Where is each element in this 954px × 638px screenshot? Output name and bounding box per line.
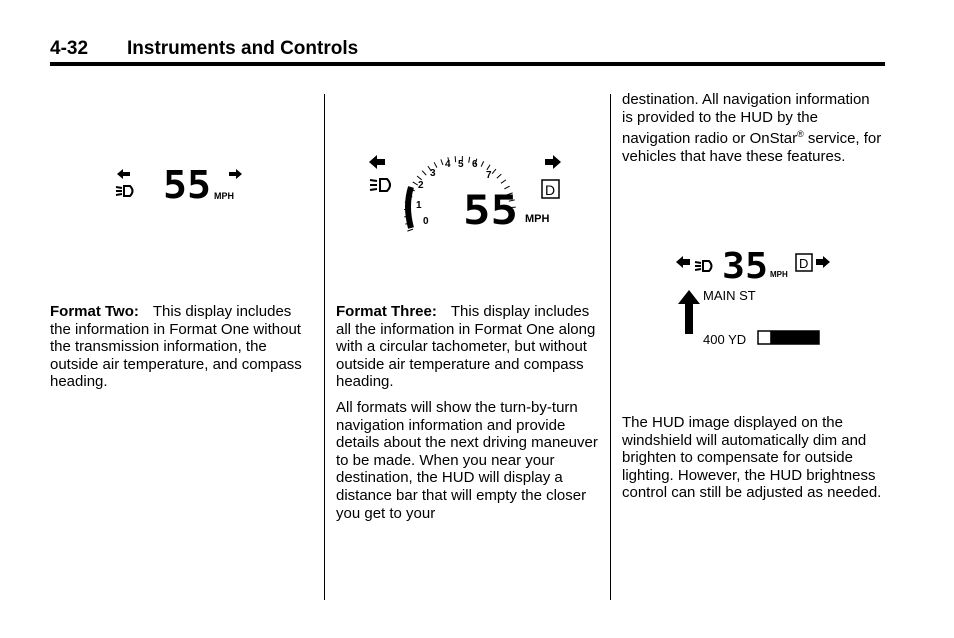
left-arrow-icon — [117, 169, 130, 179]
headlamp-icon — [695, 261, 712, 271]
format-three-body: This display includes all the information in Format One along with a circular tachometer, but without outside air temperature and compass heading. — [336, 303, 596, 391]
tach-tick — [492, 169, 496, 174]
tach-tick — [497, 174, 501, 178]
header-rule — [50, 62, 885, 66]
left-arrow-icon — [369, 155, 385, 169]
column-divider-2 — [610, 94, 611, 600]
speed-unit: MPH — [770, 270, 788, 279]
headlamp-icon — [116, 186, 133, 196]
hud-format-two-illustration — [110, 160, 260, 210]
tach-tick — [501, 180, 506, 183]
distance-value: 400 YD — [703, 332, 747, 347]
tach-label-5: 5 — [458, 159, 464, 170]
format-two-text — [50, 303, 312, 391]
speed-value: 35 — [722, 246, 768, 287]
tach-label-0: 0 — [423, 216, 429, 227]
hud-format-three-illustration — [365, 140, 565, 234]
hud-navigation-illustration — [672, 248, 832, 348]
tach-tick — [434, 162, 437, 167]
tach-tick — [422, 171, 426, 175]
tach-label-3: 3 — [430, 168, 436, 179]
tach-tick — [481, 161, 484, 166]
section-title: Instruments and Controls — [127, 38, 359, 59]
format-two-heading: Format Two: — [50, 303, 139, 320]
tach-fill-arc — [408, 187, 411, 228]
speed-unit: MPH — [525, 213, 550, 225]
speed-value: 55 — [463, 188, 518, 234]
headlamp-icon — [370, 179, 390, 191]
distance-bar-fill — [770, 331, 819, 344]
tach-tick — [441, 159, 443, 165]
destination-text-1: destination. All navigation information is provided to the HUD by the navigation radio or OnStar — [622, 91, 870, 148]
tach-tick — [469, 157, 470, 163]
tach-tick — [407, 229, 413, 231]
gear-indicator: D — [545, 182, 556, 198]
tach-label-4: 4 — [445, 159, 451, 170]
right-arrow-icon — [229, 169, 242, 179]
format-three-heading: Format Three: — [336, 303, 437, 320]
turn-left-arrow-icon — [678, 290, 700, 334]
street-name: MAIN ST — [703, 288, 756, 303]
tach-label-2: 2 — [418, 180, 424, 191]
format-two-body: This display includes the information in Format One without the transmission information, the outside air temperature, and compass heading. — [50, 303, 302, 391]
formats-paragraph: All formats will show the turn-by-turn navigation information and provide details about the next driving maneuver to be made. When you near your destination, the HUD will display a distance bar that will empty the closer you get to your — [336, 398, 598, 522]
right-arrow-icon — [545, 155, 561, 169]
page-number: 4-32 — [50, 38, 89, 59]
left-arrow-icon — [676, 256, 690, 268]
speed-value: 55 — [163, 163, 211, 207]
tach-label-6: 6 — [472, 159, 478, 170]
hud-brightness-paragraph — [622, 414, 884, 502]
tach-tick — [455, 156, 456, 162]
tach-label-1: 1 — [416, 200, 422, 211]
registered-mark: ® — [797, 129, 804, 140]
column-divider-1 — [324, 94, 325, 600]
right-arrow-icon — [816, 256, 830, 268]
destination-paragraph — [622, 91, 884, 165]
gear-indicator: D — [799, 256, 809, 271]
destination-text-2: service, for vehicles that have these features. — [622, 130, 882, 165]
speed-unit: MPH — [214, 191, 234, 201]
hud-brightness-text: The HUD image displayed on the windshield will automatically dim and brighten to compensate for outside lighting. However, the HUD brightness control can still be adjusted as needed. — [622, 414, 882, 502]
format-three-text — [336, 303, 598, 522]
tach-label-7: 7 — [486, 170, 492, 181]
